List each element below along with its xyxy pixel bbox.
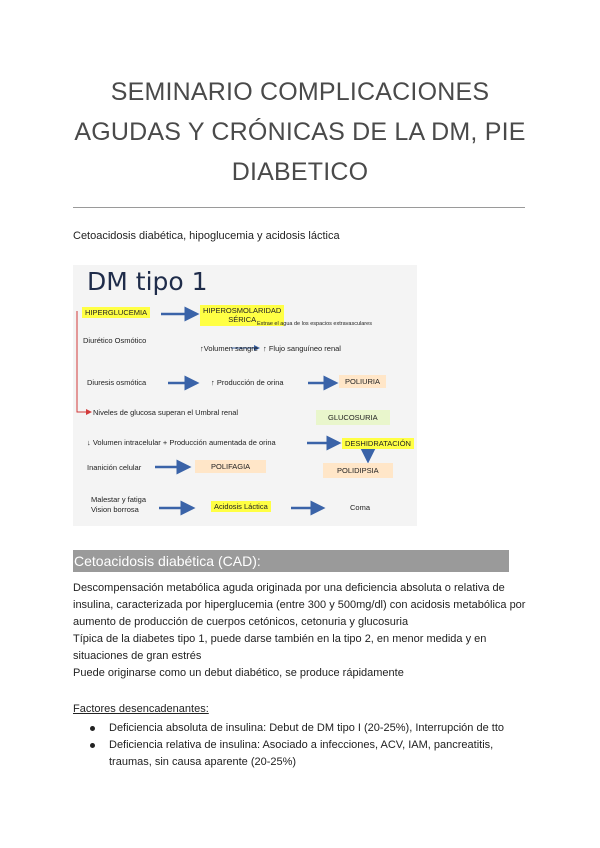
factores-list bbox=[73, 720, 533, 771]
glucosuria-box: GLUCOSURIA bbox=[316, 410, 390, 425]
bullet-icon bbox=[90, 726, 95, 731]
list-item bbox=[73, 737, 533, 771]
intro-text: Cetoacidosis diabética, hipoglucemia y acidosis láctica bbox=[73, 230, 340, 242]
cad-paragraph: Puede originarse como un debut diabético, se produce rápidamente bbox=[73, 667, 404, 679]
acidosis-lactica-box: Acidosis Láctica bbox=[211, 501, 271, 512]
page-title: SEMINARIO COMPLICACIONES AGUDAS Y CRÓNICAS DE LA DM, PIE DIABETICO bbox=[74, 78, 526, 186]
list-item-text: Deficiencia relativa de insulina: Asociado a infecciones, ACV, IAM, pancreatitis, traumas, sin causa aparente (20-25%) bbox=[109, 739, 494, 768]
malestar-text: Malestar y fatiga bbox=[91, 495, 147, 504]
list-item bbox=[73, 720, 533, 737]
volumen-sangre-text: ↑Volumen sangre bbox=[200, 344, 258, 353]
diagram-title: DM tipo 1 bbox=[87, 267, 208, 296]
deshidratacion-box: DESHIDRATACIÓN bbox=[342, 438, 414, 449]
list-item-text: Deficiencia absoluta de insulina: Debut de DM tipo I (20-25%), Interrupción de tto bbox=[109, 722, 504, 734]
produccion-orina-text: ↑ Producción de orina bbox=[211, 378, 284, 387]
arrow-glucosuria-branch bbox=[77, 311, 91, 412]
extrae-agua-text: Extrae el agua de los espacios extravasculares bbox=[257, 321, 372, 327]
flujo-renal-text: ↑ Flujo sanguíneo renal bbox=[263, 344, 341, 353]
bullet-icon bbox=[90, 743, 95, 748]
vision-text: Vision borrosa bbox=[91, 505, 139, 514]
factores-subheading: Factores desencadenantes: bbox=[73, 703, 209, 715]
diuretico-text: Diurético Osmótico bbox=[83, 336, 147, 345]
section-heading-cad: Cetoacidosis diabética (CAD): bbox=[73, 550, 509, 572]
polifagia-box: POLIFAGIA bbox=[195, 460, 266, 473]
coma-text: Coma bbox=[350, 503, 371, 512]
diuresis-text: Diuresis osmótica bbox=[87, 378, 147, 387]
volumen-intracelular-text: ↓ Volumen intracelular + Producción aumentada de orina bbox=[87, 438, 276, 447]
cad-paragraph: Descompensación metabólica aguda originada por una deficiencia absoluta o relativa de insulina, caracterizada por hiperglucemia (entre 300 y 500mg/dl) con acidosis metabólica por aumento de producción de cuerpos cetónicos, cetonuria y glucosuria bbox=[73, 582, 526, 628]
cad-description bbox=[73, 580, 533, 682]
polidipsia-box: POLIDIPSIA bbox=[323, 463, 393, 478]
cad-paragraph: Típica de la diabetes tipo 1, puede darse también en la tipo 2, en menor medida y en situaciones de gran estrés bbox=[73, 633, 487, 662]
dm-tipo1-diagram bbox=[73, 265, 417, 526]
hiperglucemia-box: HIPERGLUCEMIA bbox=[82, 307, 150, 318]
hiperosmolaridad-line1: HIPEROSMOLARIDAD bbox=[203, 306, 282, 315]
inanicion-text: Inanición celular bbox=[87, 463, 142, 472]
poliuria-box: POLIURIA bbox=[339, 375, 386, 388]
title-divider bbox=[73, 207, 525, 208]
hiperosmolaridad-line2: SÉRICA bbox=[228, 315, 257, 325]
niveles-glucosa-text: Niveles de glucosa superan el Umbral renal bbox=[93, 408, 239, 417]
